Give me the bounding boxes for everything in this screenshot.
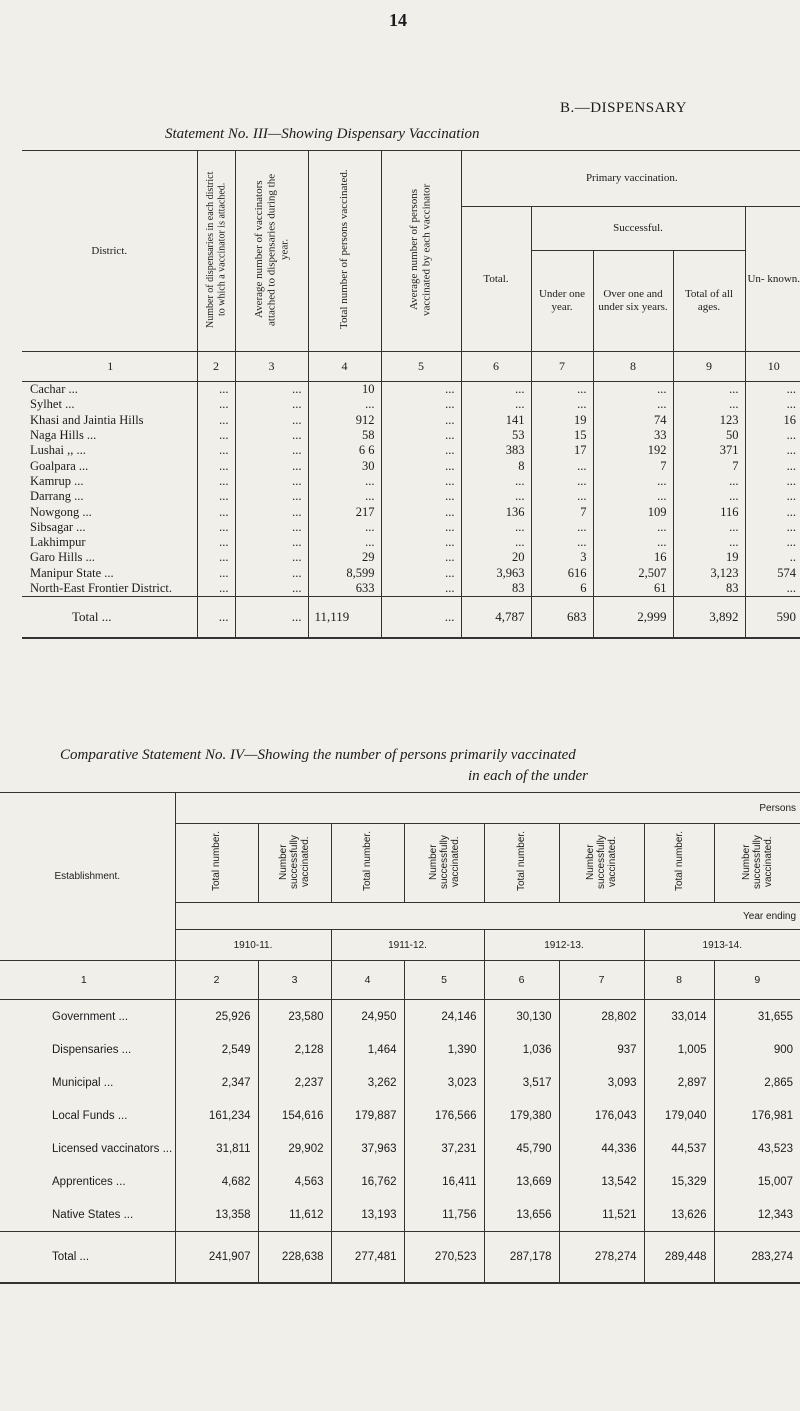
table-cell: 31,811 (175, 1132, 258, 1165)
table-cell: ... (197, 443, 235, 458)
district-name: Nowgong ... (30, 504, 92, 519)
total-cell: 278,274 (559, 1232, 644, 1284)
table-cell: 29 (308, 550, 381, 565)
table-cell: 33 (593, 428, 673, 443)
table-cell: 33,014 (644, 1000, 714, 1034)
table-cell: ... (197, 566, 235, 581)
table-cell: 11,756 (404, 1198, 484, 1232)
table-cell: ... (197, 535, 235, 550)
district-name: Sylhet ... (30, 397, 75, 412)
table-cell: 16,762 (331, 1165, 404, 1198)
colnum: 9 (714, 961, 800, 1000)
table-cell: ... (381, 550, 461, 565)
table-cell: ... (381, 397, 461, 412)
table-cell: ... (381, 382, 461, 398)
header-total-number: Total number. (362, 831, 373, 892)
total-cell: 2,999 (593, 597, 673, 639)
table-cell: 83 (461, 581, 531, 597)
table-cell: ... (745, 504, 800, 519)
colnum: 9 (673, 352, 745, 382)
table-cell: ... (593, 382, 673, 398)
table-cell: 2,507 (593, 566, 673, 581)
table-cell: 30 (308, 458, 381, 473)
table-cell: 141 (461, 413, 531, 428)
table-cell: ... (235, 397, 308, 412)
table-cell: ... (673, 397, 745, 412)
table-cell: ... (381, 458, 461, 473)
table-cell: 3,123 (673, 566, 745, 581)
establishment-name: Municipal ... (52, 1076, 114, 1089)
table-cell: ... (745, 458, 800, 473)
table-cell: 58 (308, 428, 381, 443)
table-cell: ... (235, 413, 308, 428)
table-row (0, 1033, 800, 1066)
table-cell: 900 (714, 1033, 800, 1066)
table-cell: ... (531, 520, 593, 535)
colnum: 8 (644, 961, 714, 1000)
table-cell: ... (593, 489, 673, 504)
table-cell: ... (673, 474, 745, 489)
table-cell: 179,380 (484, 1099, 559, 1132)
header-col5: Average number of persons vaccinated by each vaccinator (408, 183, 433, 316)
district-name: Lakhimpur (30, 535, 86, 550)
table-cell: ... (381, 566, 461, 581)
district-name: Kamrup ... (30, 473, 84, 488)
establishment-name: Dispensaries ... (52, 1043, 132, 1056)
header-year: 1912-13. (484, 930, 644, 961)
table-cell: 3,023 (404, 1066, 484, 1099)
header-year-ending: Year ending (175, 903, 800, 930)
table-cell: 192 (593, 443, 673, 458)
total-cell: 4,787 (461, 597, 531, 639)
table-cell: ... (461, 520, 531, 535)
table-cell: 3 (531, 550, 593, 565)
table-cell: ... (197, 413, 235, 428)
header-number-success: Number successfully vaccinated. (427, 834, 461, 889)
table-cell: 13,542 (559, 1165, 644, 1198)
establishment-name: Government ... (52, 1010, 129, 1023)
table-cell: ... (381, 581, 461, 597)
header-district: District. (22, 151, 197, 352)
table-cell: 4,682 (175, 1165, 258, 1198)
statement3-table (22, 150, 800, 639)
table-row (22, 443, 800, 458)
table-cell: 109 (593, 504, 673, 519)
table-cell: 6 6 (308, 443, 381, 458)
colnum: 5 (381, 352, 461, 382)
table-cell: 2,347 (175, 1066, 258, 1099)
header-primary-vaccination: Primary vaccination. (461, 151, 800, 207)
table-cell: ... (235, 581, 308, 597)
table-cell: 176,566 (404, 1099, 484, 1132)
table-row (0, 1099, 800, 1132)
table-cell: ... (461, 382, 531, 398)
table-row (22, 489, 800, 504)
table-cell: ... (745, 474, 800, 489)
table-row (22, 535, 800, 550)
table-cell: ... (381, 443, 461, 458)
table-cell: 24,950 (331, 1000, 404, 1034)
establishment-name: Licensed vaccinators ... (52, 1142, 173, 1155)
table-cell: 633 (308, 581, 381, 597)
table-cell: ... (593, 474, 673, 489)
colnum: 4 (308, 352, 381, 382)
section-title: B.—DISPENSARY (560, 100, 687, 116)
table-cell: 116 (673, 504, 745, 519)
table-cell: ... (308, 520, 381, 535)
table-cell: 8,599 (308, 566, 381, 581)
table-cell: ... (531, 458, 593, 473)
table-cell: 16 (593, 550, 673, 565)
header-over-one: Over one and under six years. (593, 251, 673, 352)
table-cell: 176,043 (559, 1099, 644, 1132)
table-cell: 16,411 (404, 1165, 484, 1198)
table-row (0, 1000, 800, 1034)
table-cell: 1,390 (404, 1033, 484, 1066)
table-cell: 28,802 (559, 1000, 644, 1034)
table-cell: 13,626 (644, 1198, 714, 1232)
table-cell: 3,262 (331, 1066, 404, 1099)
table-cell: ... (197, 458, 235, 473)
total-cell: 283,274 (714, 1232, 800, 1284)
table-cell: 29,902 (258, 1132, 331, 1165)
total-cell: 270,523 (404, 1232, 484, 1284)
header-establishment: Establishment. (0, 793, 175, 961)
table-cell: 7 (531, 504, 593, 519)
header-year: 1910-11. (175, 930, 331, 961)
district-name: Darrang ... (30, 489, 84, 504)
table-cell: ... (197, 397, 235, 412)
table-cell: 45,790 (484, 1132, 559, 1165)
colnum: 6 (484, 961, 559, 1000)
table-cell: 61 (593, 581, 673, 597)
colnum: 5 (404, 961, 484, 1000)
table-cell: 13,358 (175, 1198, 258, 1232)
header-persons: Persons (175, 793, 800, 824)
table-cell: .. (745, 550, 800, 565)
colnum: 2 (197, 352, 235, 382)
total-cell: 3,892 (673, 597, 745, 639)
table-cell: ... (197, 428, 235, 443)
header-col4: Total number of persons vaccinated. (338, 169, 351, 329)
table-cell: 23,580 (258, 1000, 331, 1034)
header-number-success: Number successfully vaccinated. (740, 834, 774, 889)
table-cell: ... (235, 443, 308, 458)
table-cell: 616 (531, 566, 593, 581)
table-cell: ... (745, 428, 800, 443)
table-cell: ... (745, 520, 800, 535)
table-cell: ... (531, 382, 593, 398)
table-cell: ... (673, 520, 745, 535)
colnum: 3 (235, 352, 308, 382)
table-cell: 179,040 (644, 1099, 714, 1132)
table-cell: ... (381, 504, 461, 519)
table-cell: 17 (531, 443, 593, 458)
table-cell: 136 (461, 504, 531, 519)
table-cell: ... (235, 535, 308, 550)
table-cell: ... (235, 504, 308, 519)
table-cell: ... (235, 458, 308, 473)
table-cell: ... (308, 397, 381, 412)
colnum: 10 (745, 352, 800, 382)
table-cell: 15,007 (714, 1165, 800, 1198)
district-name: Khasi and Jaintia Hills (30, 412, 144, 427)
table-cell: ... (745, 382, 800, 398)
table-cell: 1,005 (644, 1033, 714, 1066)
total-cell: 241,907 (175, 1232, 258, 1284)
district-name: Lushai ,, ... (30, 443, 86, 458)
header-under-one: Under one year. (531, 251, 593, 352)
table-cell: 3,963 (461, 566, 531, 581)
district-name: Garo Hills ... (30, 550, 95, 565)
district-name: Goalpara ... (30, 458, 89, 473)
header-total-all: Total of all ages. (673, 251, 745, 352)
table-row (22, 428, 800, 443)
table-cell: ... (197, 520, 235, 535)
table-cell: 20 (461, 550, 531, 565)
table-row (22, 566, 800, 581)
table-cell: ... (531, 489, 593, 504)
table-row (0, 1165, 800, 1198)
table-row (22, 474, 800, 489)
table-cell: 7 (673, 458, 745, 473)
colnum: 6 (461, 352, 531, 382)
table-cell: 10 (308, 382, 381, 398)
table-cell: ... (531, 474, 593, 489)
header-total-number: Total number. (516, 831, 527, 892)
table-cell: 37,963 (331, 1132, 404, 1165)
statement4-total-row (0, 1232, 800, 1284)
table-row (0, 1132, 800, 1165)
table-row (22, 382, 800, 398)
table-cell: ... (235, 566, 308, 581)
table-cell: ... (593, 535, 673, 550)
table-cell: 19 (531, 413, 593, 428)
table-cell: ... (235, 382, 308, 398)
table-cell: 161,234 (175, 1099, 258, 1132)
table-cell: 154,616 (258, 1099, 331, 1132)
table-cell: 83 (673, 581, 745, 597)
table-cell: 2,865 (714, 1066, 800, 1099)
table-cell: ... (745, 397, 800, 412)
table-row (22, 397, 800, 412)
total-cell: 683 (531, 597, 593, 639)
table-cell: ... (673, 535, 745, 550)
statement4-table (0, 792, 800, 1284)
colnum: 7 (559, 961, 644, 1000)
header-total-number: Total number. (673, 831, 685, 892)
table-cell: ... (197, 489, 235, 504)
total-cell: 287,178 (484, 1232, 559, 1284)
header-year: 1911-12. (331, 930, 484, 961)
table-cell: 1,036 (484, 1033, 559, 1066)
statement4-title-line1: Comparative Statement No. IV—Showing the number of persons primarily vaccinated (60, 747, 576, 763)
header-total: Total. (461, 207, 531, 352)
table-cell: 912 (308, 413, 381, 428)
table-cell: ... (308, 535, 381, 550)
table-cell: ... (381, 428, 461, 443)
header-year: 1913-14. (644, 930, 800, 961)
table-cell: 11,521 (559, 1198, 644, 1232)
district-name: Sibsagar ... (30, 519, 86, 534)
table-cell: ... (531, 397, 593, 412)
table-cell: ... (197, 504, 235, 519)
table-cell: ... (461, 489, 531, 504)
table-cell: ... (461, 474, 531, 489)
header-number-success: Number successfully vaccinated. (585, 834, 618, 889)
total-label: Total ... (22, 597, 197, 639)
table-cell: ... (745, 581, 800, 597)
table-cell: 217 (308, 504, 381, 519)
total-cell: ... (381, 597, 461, 639)
colnum: 4 (331, 961, 404, 1000)
table-row (0, 1066, 800, 1099)
table-cell: ... (235, 550, 308, 565)
table-row (22, 504, 800, 519)
total-cell: 11,119 (308, 597, 381, 639)
table-cell: 2,897 (644, 1066, 714, 1099)
total-cell: 590 (745, 597, 800, 639)
table-cell: 937 (559, 1033, 644, 1066)
total-cell: 228,638 (258, 1232, 331, 1284)
table-row (22, 458, 800, 473)
table-cell: 53 (461, 428, 531, 443)
header-total-number: Total number. (211, 831, 222, 892)
table-cell: ... (308, 474, 381, 489)
table-cell: ... (745, 489, 800, 504)
table-cell: ... (673, 489, 745, 504)
table-cell: ... (235, 428, 308, 443)
establishment-name: Local Funds ... (52, 1109, 128, 1122)
statement3-title: Statement No. III—Showing Dispensary Vaccination (165, 126, 480, 142)
table-cell: 6 (531, 581, 593, 597)
table-cell: 24,146 (404, 1000, 484, 1034)
table-cell: ... (461, 535, 531, 550)
table-cell: 19 (673, 550, 745, 565)
colnum: 3 (258, 961, 331, 1000)
header-col3: Average number of vaccinators attached to dispensaries during the year. (252, 173, 290, 326)
table-cell: 8 (461, 458, 531, 473)
table-cell: ... (381, 489, 461, 504)
table-row (22, 550, 800, 565)
table-cell: 30,130 (484, 1000, 559, 1034)
header-number-success: Number successfully vaccinated. (278, 834, 311, 889)
table-cell: 7 (593, 458, 673, 473)
table-cell: 13,656 (484, 1198, 559, 1232)
table-cell: 2,549 (175, 1033, 258, 1066)
table-cell: ... (745, 443, 800, 458)
table-cell: ... (197, 550, 235, 565)
table-cell: 2,237 (258, 1066, 331, 1099)
table-cell: ... (381, 474, 461, 489)
table-cell: 37,231 (404, 1132, 484, 1165)
table-cell: 25,926 (175, 1000, 258, 1034)
table-cell: 13,669 (484, 1165, 559, 1198)
statement4-title-line2: in each of the under (468, 768, 588, 784)
colnum: 1 (22, 352, 197, 382)
table-cell: 3,093 (559, 1066, 644, 1099)
table-cell: ... (593, 520, 673, 535)
establishment-name: Native States ... (52, 1208, 134, 1221)
table-cell: ... (381, 520, 461, 535)
statement3-total-row (22, 597, 800, 639)
table-cell: 1,464 (331, 1033, 404, 1066)
table-cell: ... (381, 413, 461, 428)
table-cell: ... (197, 382, 235, 398)
table-cell: 383 (461, 443, 531, 458)
total-cell: 289,448 (644, 1232, 714, 1284)
table-cell: 3,517 (484, 1066, 559, 1099)
table-cell: 12,343 (714, 1198, 800, 1232)
colnum: 7 (531, 352, 593, 382)
establishment-name: Apprentices ... (52, 1175, 126, 1188)
table-cell: ... (308, 489, 381, 504)
table-cell: 15,329 (644, 1165, 714, 1198)
table-row (22, 413, 800, 428)
table-cell: ... (197, 474, 235, 489)
table-cell: ... (235, 474, 308, 489)
table-row (0, 1198, 800, 1232)
colnum: 2 (175, 961, 258, 1000)
table-cell: ... (381, 535, 461, 550)
table-cell: 43,523 (714, 1132, 800, 1165)
table-cell: ... (673, 382, 745, 398)
table-cell: 50 (673, 428, 745, 443)
total-cell: ... (197, 597, 235, 639)
page-number: 14 (389, 10, 407, 30)
total-cell: 277,481 (331, 1232, 404, 1284)
table-cell: 74 (593, 413, 673, 428)
table-cell: ... (461, 397, 531, 412)
colnum: 8 (593, 352, 673, 382)
district-name: Naga Hills ... (30, 428, 97, 443)
table-cell: 13,193 (331, 1198, 404, 1232)
table-cell: ... (197, 581, 235, 597)
total-cell: ... (235, 597, 308, 639)
district-name: North-East Frontier District. (30, 581, 172, 595)
table-row (22, 581, 800, 597)
table-cell: 11,612 (258, 1198, 331, 1232)
table-cell: 123 (673, 413, 745, 428)
table-cell: 16 (745, 413, 800, 428)
district-name: Manipur State ... (30, 565, 114, 580)
table-cell: 31,655 (714, 1000, 800, 1034)
table-row (22, 520, 800, 535)
table-cell: 15 (531, 428, 593, 443)
table-cell: 4,563 (258, 1165, 331, 1198)
table-cell: ... (235, 489, 308, 504)
table-cell: 44,537 (644, 1132, 714, 1165)
colnum: 1 (0, 961, 175, 1000)
table-cell: ... (531, 535, 593, 550)
total-label: Total ... (0, 1232, 175, 1284)
header-col2: Number of dispensaries in each district to which a vaccinator is attached. (204, 171, 227, 328)
table-cell: 179,887 (331, 1099, 404, 1132)
table-cell: 574 (745, 566, 800, 581)
table-cell: 2,128 (258, 1033, 331, 1066)
table-cell: 44,336 (559, 1132, 644, 1165)
table-cell: ... (745, 535, 800, 550)
table-cell: ... (235, 520, 308, 535)
district-name: Cachar ... (30, 382, 78, 397)
header-successful: Successful. (531, 207, 745, 251)
table-cell: ... (593, 397, 673, 412)
table-cell: 176,981 (714, 1099, 800, 1132)
table-cell: 371 (673, 443, 745, 458)
header-unknown: Un- known. (745, 207, 800, 352)
